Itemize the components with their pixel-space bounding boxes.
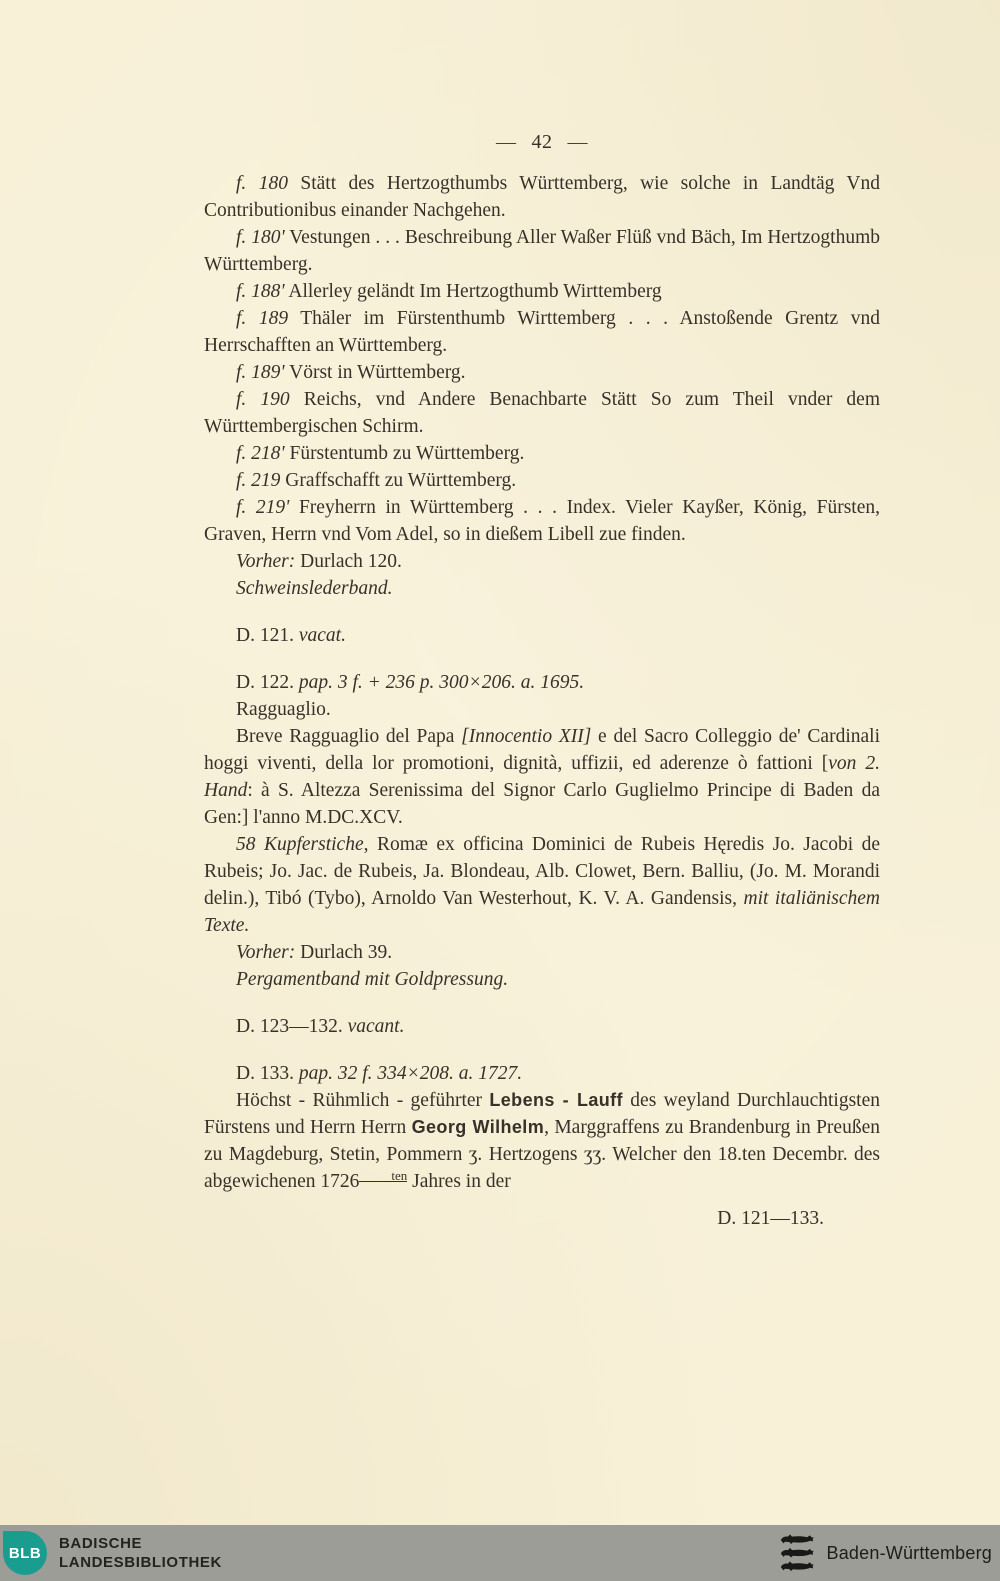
- paragraph: [204, 575, 880, 602]
- footer-library-brand: [0, 1531, 222, 1575]
- body-text: D. 121.: [236, 625, 299, 646]
- italic-text: f. 219': [236, 497, 290, 518]
- header-right-dash: —: [567, 131, 588, 153]
- paragraph: [204, 1013, 880, 1040]
- paragraph: [204, 494, 880, 548]
- paragraph: [204, 1087, 880, 1195]
- italic-text: Schweinslederband.: [236, 578, 393, 599]
- body-text: Allerley geländt Im Hertzogthumb Wirttemberg: [284, 281, 662, 302]
- body-text: Durlach 39.: [295, 942, 393, 963]
- three-lions-coat-of-arms-icon: [777, 1532, 817, 1574]
- blb-logo-icon: [3, 1531, 47, 1575]
- paragraph: [204, 966, 880, 993]
- text-block: [204, 170, 880, 1232]
- body-text: Stätt des Hertzogthumbs Württemberg, wie solche in Landtäg Vnd Contributionibus einander Nachgehen.: [204, 173, 880, 221]
- italic-text: f. 180': [236, 227, 285, 248]
- paragraph: [204, 386, 880, 440]
- paragraph: [204, 170, 880, 224]
- paragraph: [204, 669, 880, 696]
- italic-text: 58 Kupferstiche: [236, 834, 364, 855]
- paragraph: [204, 1060, 880, 1087]
- body-text: Freyherrn in Württemberg . . . Index. Vieler Kayßer, König, Fürsten, Graven, Herrn vnd Vom Adel, so in dießem Libell zue finden.: [204, 497, 881, 545]
- italic-text: f. 190: [236, 389, 290, 410]
- italic-text: pap. 32 f. 334×208. a. 1727.: [298, 1063, 523, 1084]
- library-name-line2: LANDESBIBLIOTHEK: [59, 1554, 222, 1571]
- paragraph: [204, 696, 880, 723]
- body-text: Jahres in der: [407, 1171, 511, 1192]
- blb-logo-label: BLB: [8, 1544, 42, 1562]
- paragraph: [204, 305, 880, 359]
- paragraph: [204, 831, 880, 939]
- body-text: Fürstentumb zu Württemberg.: [284, 443, 525, 464]
- body-text: ten: [359, 1171, 407, 1182]
- library-name-line1: BADISCHE: [59, 1535, 143, 1552]
- italic-text: von 2. Hand: [204, 753, 880, 801]
- body-text: Ragguaglio.: [236, 699, 331, 720]
- footer-bar: [0, 1525, 1000, 1581]
- body-text: Vörst in Württemberg.: [284, 362, 466, 383]
- body-text: Durlach 120.: [295, 551, 402, 572]
- italic-text: [Innocentio XII]: [461, 726, 592, 747]
- italic-text: Vorher:: [236, 551, 296, 572]
- body-text: D. 121—133.: [717, 1208, 824, 1229]
- body-text: , Marggraffens zu Brandenburg in Preußen zu Magdeburg, Stetin, Pommern ʒ. Hertzogens ʒʒ. Welcher den 18.ten Decembr. des abgewichenen 1726: [204, 1117, 880, 1192]
- body-text: D. 122.: [236, 672, 299, 693]
- paragraph: [204, 548, 880, 575]
- italic-text: f. 219: [236, 470, 281, 491]
- italic-text: Vorher:: [236, 942, 296, 963]
- paragraph: [204, 939, 880, 966]
- italic-text: f. 189': [236, 362, 285, 383]
- italic-text: f. 180: [236, 173, 288, 194]
- emphasized-text: Lebens - Lauff: [489, 1090, 623, 1110]
- body-text: e del Sacro Colleggio de' Cardinali hoggi viventi, della lor promotioni, dignità, uffizii, ed aderenze ò fattioni [: [204, 726, 880, 774]
- paragraph: [204, 278, 880, 305]
- body-text: : à S. Altezza Serenissima del Signor Carlo Guglielmo Principe di Baden da Gen:] l'anno M.DC.XCV.: [204, 780, 880, 828]
- body-text: D. 133.: [236, 1063, 299, 1084]
- paragraph: [204, 622, 880, 649]
- body-text: Thäler im Fürstenthumb Wirttemberg . . . Anstoßende Grentz vnd Herrschafften an Württemberg.: [204, 308, 880, 356]
- body-text: Höchst - Rühmlich - geführter: [236, 1090, 490, 1111]
- italic-text: mit italiänischem Texte.: [204, 888, 880, 936]
- header-left-dash: —: [496, 131, 517, 153]
- body-text: Breve Ragguaglio del Papa: [236, 726, 462, 747]
- body-text: des weyland Durchlauchtigsten Fürstens und Herrn Herrn: [204, 1090, 881, 1138]
- paragraph: [204, 1205, 880, 1232]
- italic-text: pap. 3 f. + 236 p. 300×206. a. 1695.: [298, 672, 585, 693]
- footer-region-brand: [777, 1532, 1000, 1574]
- page-number-header: [204, 131, 880, 154]
- body-text: Graffschafft zu Württemberg.: [280, 470, 517, 491]
- body-text: Vestungen . . . Beschreibung Aller Waßer Flüß vnd Bäch, Im Hertzogthumb Württemberg.: [204, 227, 880, 275]
- paragraph: [204, 723, 880, 831]
- paragraph: [204, 224, 880, 278]
- region-name: Baden-Württemberg: [826, 1542, 992, 1563]
- paragraph: [204, 440, 880, 467]
- body-text: D. 123—132.: [236, 1016, 348, 1037]
- italic-text: f. 188': [236, 281, 285, 302]
- paragraph: [204, 467, 880, 494]
- library-name: [59, 1534, 222, 1572]
- italic-text: Pergamentband mit Goldpressung.: [236, 969, 509, 990]
- body-text: Reichs, vnd Andere Benachbarte Stätt So zum Theil vnder dem Württembergischen Schirm.: [204, 389, 880, 437]
- page-number: 42: [531, 131, 553, 153]
- italic-text: vacat.: [298, 625, 346, 646]
- paragraph: [204, 359, 880, 386]
- body-text: , Romæ ex officina Dominici de Rubeis Hęredis Jo. Jacobi de Rubeis; Jo. Jac. de Rubeis, Ja. Blondeau, Alb. Clowet, Bern. Balliu, (Jo. M. Morandi delin.), Tibó (Tybo), Arnoldo Van Westerhout, K. V. A. Gandensis,: [204, 834, 880, 909]
- italic-text: f. 189: [236, 308, 289, 329]
- italic-text: vacant.: [347, 1016, 405, 1037]
- emphasized-text: Georg Wilhelm: [411, 1117, 545, 1137]
- italic-text: f. 218': [236, 443, 285, 464]
